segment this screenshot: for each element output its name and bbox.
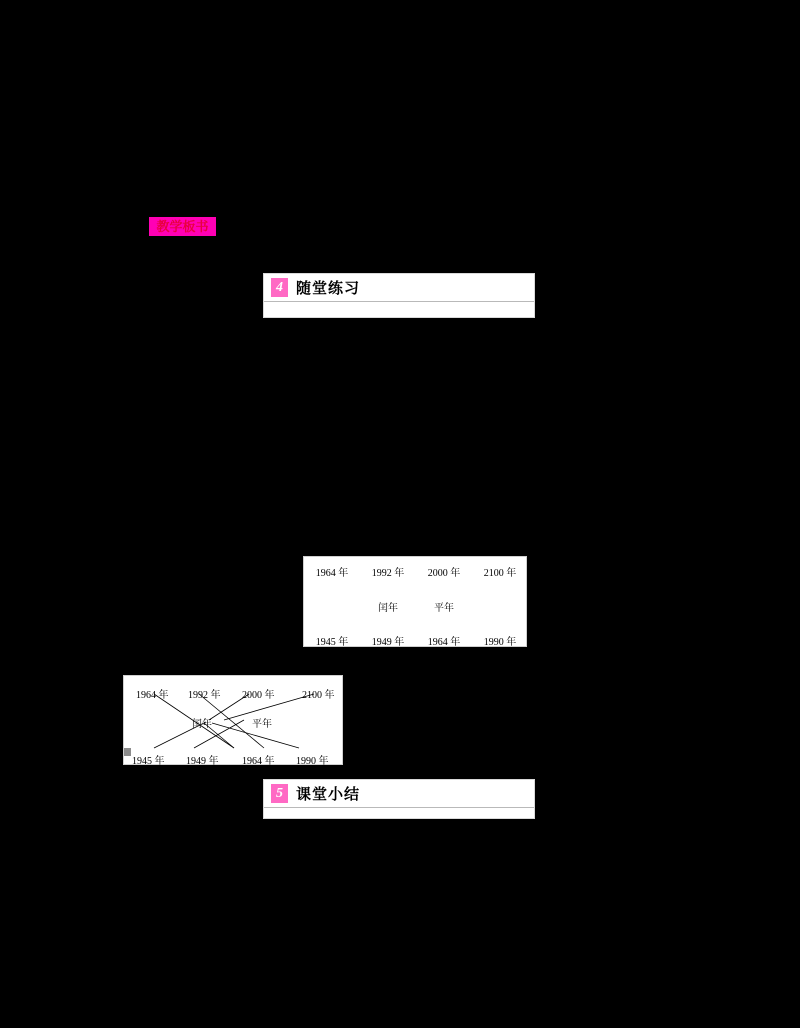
table-row (304, 564, 528, 579)
table-cell: 1949 年 (371, 637, 405, 648)
diagram-label: 1992 年 (188, 690, 221, 701)
exercise-table (303, 556, 527, 647)
table-cell: 1990 年 (483, 637, 517, 648)
diagram-label: 1964 年 (136, 690, 169, 701)
section-header-inner (264, 274, 534, 302)
section-number-badge: 5 (271, 784, 288, 803)
table-cell: 平年 (434, 603, 454, 614)
table-cell: 1945 年 (315, 637, 349, 648)
section-number-badge: 4 (271, 278, 288, 297)
table-cell: 闰年 (378, 603, 398, 614)
highlight-tag: 教学板书 (149, 217, 216, 236)
section-header-inner (264, 780, 534, 808)
diagram-label: 1949 年 (186, 756, 219, 767)
table-cell: 2100 年 (483, 568, 517, 579)
table-cell: 1992 年 (371, 568, 405, 579)
table-cell: 1964 年 (315, 568, 349, 579)
answer-diagram (123, 675, 343, 765)
diagram-label: 1990 年 (296, 756, 329, 767)
diagram-label: 1945 年 (132, 756, 165, 767)
section-header-practice (263, 273, 535, 318)
section-title-label: 课堂小结 (296, 786, 361, 803)
corner-marker (124, 748, 131, 756)
table-row (304, 633, 528, 648)
diagram-label: 2000 年 (242, 690, 275, 701)
diagram-label: 1964 年 (242, 756, 275, 767)
diagram-label: 平年 (252, 719, 272, 730)
table-spacer (304, 599, 360, 614)
diagram-label: 闰年 (192, 719, 212, 730)
section-header-summary (263, 779, 535, 819)
table-cell: 2000 年 (427, 568, 461, 579)
diagram-label: 2100 年 (302, 690, 335, 701)
table-cell: 1964 年 (427, 637, 461, 648)
section-title-label: 随堂练习 (296, 280, 361, 297)
table-row (304, 599, 528, 614)
